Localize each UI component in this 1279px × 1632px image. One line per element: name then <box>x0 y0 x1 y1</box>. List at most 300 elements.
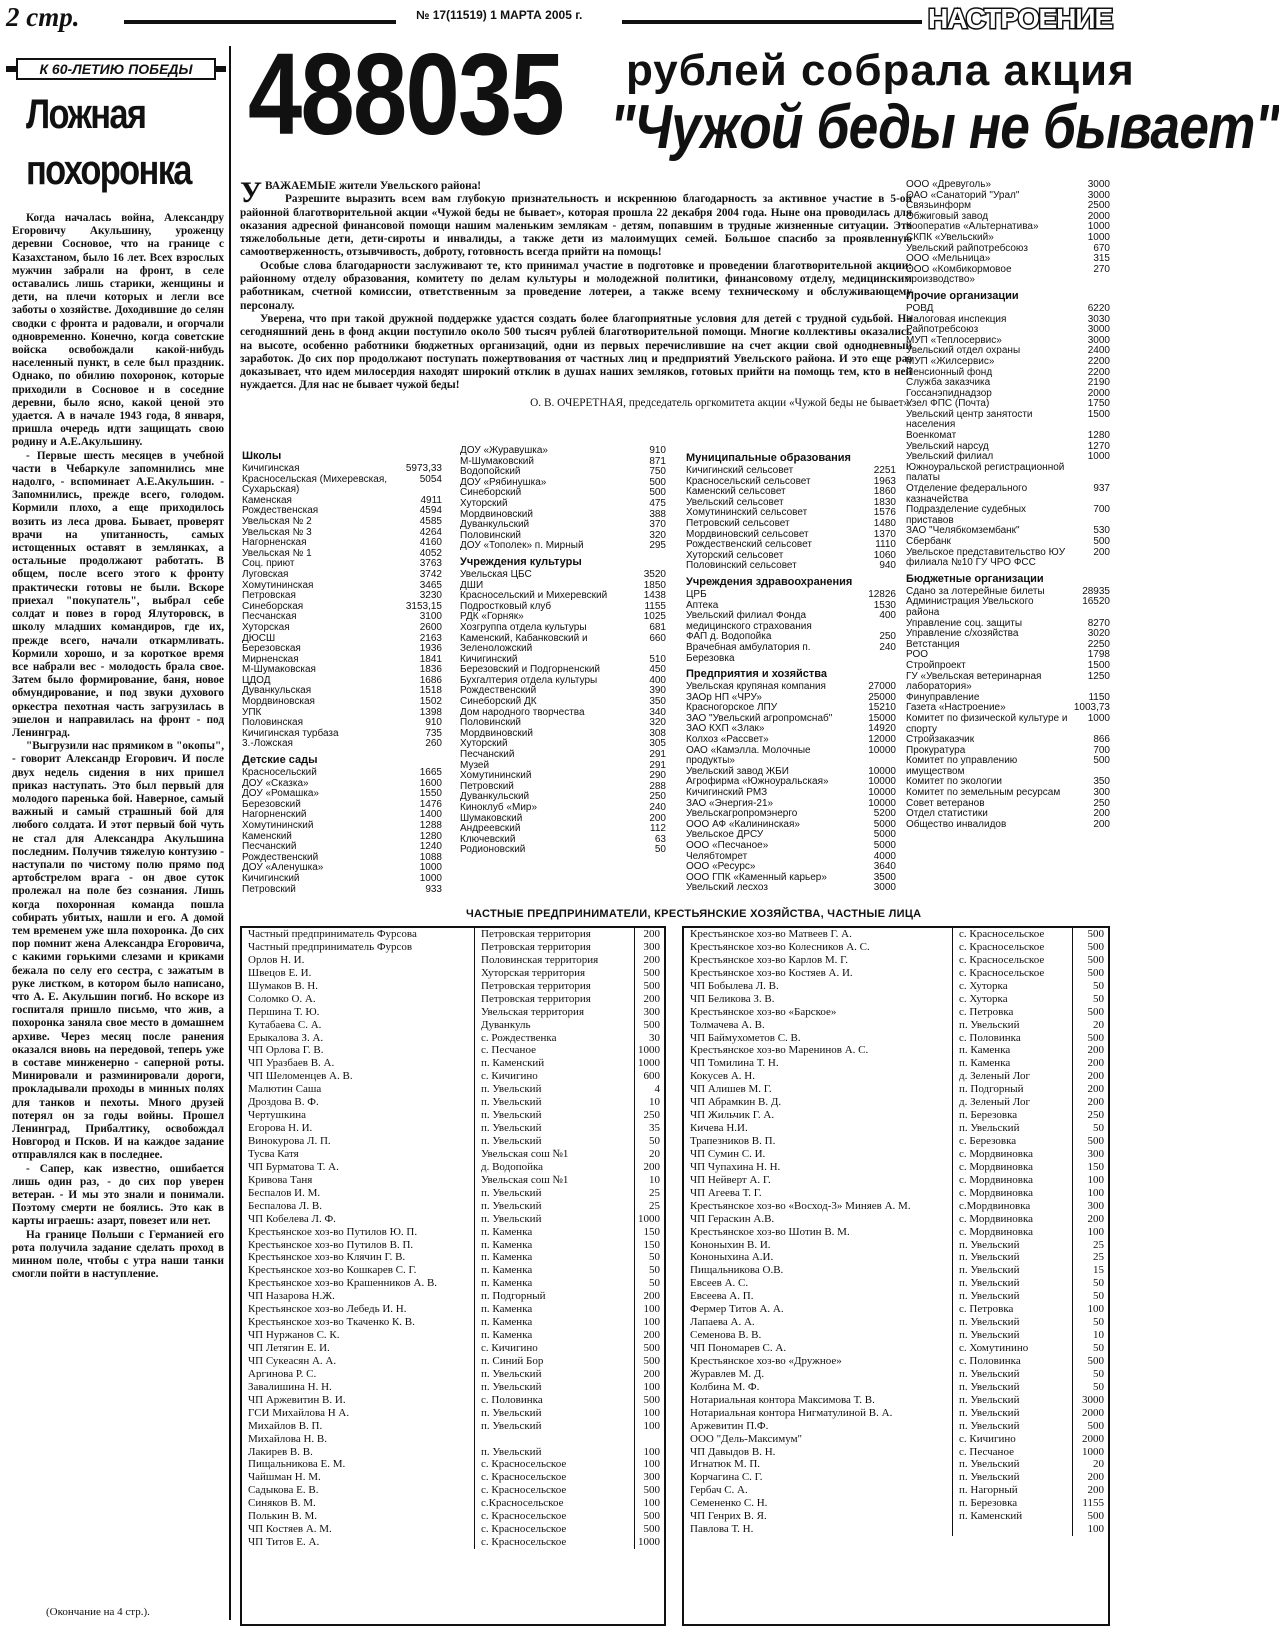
donor-locality: с. Кичигино <box>952 1433 1072 1446</box>
donor-locality: с. Половинка <box>952 1032 1072 1045</box>
donation-amount: 50 <box>1072 1290 1108 1303</box>
donation-amount: 500 <box>1072 1355 1108 1368</box>
donor-locality: с. Песчаное <box>474 1044 634 1057</box>
article-title: Ложная похоронка <box>26 90 191 193</box>
donor-name: Аптека <box>686 599 719 611</box>
donor-name: ДОУ «Тополек» п. Мирный <box>460 540 584 552</box>
private-donors-table-left <box>240 926 666 1626</box>
newspaper-name: НАСТРОЕНИЕ <box>928 3 1113 34</box>
table-row <box>242 993 664 1006</box>
table-row <box>684 1381 1108 1394</box>
donor-name: Увельский филиал Южноуральской регистрационной палаты <box>906 451 1065 484</box>
table-row <box>242 1316 664 1329</box>
donor-name: Семенова В. В. <box>690 1329 762 1342</box>
donor-name: Нагорненский <box>242 809 307 821</box>
donor-name: Красносельский сельсовет <box>686 475 811 487</box>
donor-name: Журавлев М. Д. <box>690 1367 765 1380</box>
donation-amount: 500 <box>1093 755 1110 767</box>
donor-name: ЧП Томилина Т. Н. <box>690 1057 779 1070</box>
donation-amount: 20 <box>1072 1019 1108 1032</box>
donor-name: Песчанская <box>242 611 297 623</box>
donor-locality: с. Красносельское <box>474 1484 634 1497</box>
table-row <box>684 1264 1108 1277</box>
donor-name: Дуванкульский <box>460 519 530 531</box>
article-rubric: К 60-ЛЕТИЮ ПОБЕДЫ <box>16 58 216 80</box>
donor-name: Мордвиновский сельсовет <box>686 528 809 540</box>
donor-name: ООО «Ресурс» <box>686 861 756 873</box>
donor-locality: п. Увельский <box>474 1122 634 1135</box>
donation-amount: 500 <box>634 1523 664 1536</box>
donation-amount: 3763 <box>419 558 442 570</box>
donation-amount: 1280 <box>1087 430 1110 442</box>
donation-amount: 2250 <box>1087 638 1110 650</box>
donation-amount: 2500 <box>1087 200 1110 212</box>
table-row <box>242 1006 664 1019</box>
donor-name: Увельская крупяная компания <box>686 681 826 693</box>
donation-amount: 1686 <box>419 674 442 686</box>
donor-locality: Петровская территория <box>474 941 634 954</box>
donor-locality: п. Увельский <box>474 1213 634 1226</box>
donor-name: Пенсионный фонд <box>906 366 993 378</box>
donation-amount: 50 <box>634 1277 664 1290</box>
table-row <box>242 1044 664 1057</box>
donation-amount: 25 <box>1072 1239 1108 1252</box>
donor-name: Комитет по экологии <box>906 776 1002 788</box>
donor-name: Подростковый клуб <box>460 600 552 612</box>
donation-amount: 700 <box>1093 744 1110 756</box>
donor-locality: п. Каменка <box>474 1239 634 1252</box>
donation-amount: 100 <box>634 1497 664 1510</box>
donor-name: ЧП Аржевитин В. И. <box>248 1393 346 1406</box>
table-row <box>684 980 1108 993</box>
donor-locality: п. Каменка <box>952 1057 1072 1070</box>
donation-amount: 500 <box>634 1355 664 1368</box>
column-divider <box>229 46 231 1620</box>
donation-amount: 500 <box>1072 1006 1108 1019</box>
donation-amount: 1841 <box>419 653 442 665</box>
donation-amount: 50 <box>1072 1342 1108 1355</box>
donation-amount: 1438 <box>643 590 666 602</box>
donation-amount: 670 <box>1093 242 1110 254</box>
donation-amount: 1480 <box>873 517 896 529</box>
donor-locality: п. Увельский <box>952 1368 1072 1381</box>
donation-amount: 1270 <box>1087 440 1110 452</box>
donation-amount: 27000 <box>868 681 896 693</box>
donation-amount: 250 <box>1093 797 1110 809</box>
donor-name: МУП «Теплосервис» <box>906 334 1002 346</box>
donation-row <box>242 739 442 750</box>
table-row <box>242 1484 664 1497</box>
donation-amount: 10 <box>1072 1329 1108 1342</box>
donation-row <box>906 357 1110 368</box>
donor-name: Рождественский сельсовет <box>686 539 812 551</box>
table-row <box>684 928 1108 941</box>
donor-name: Полькин В. М. <box>248 1510 318 1523</box>
donation-row <box>906 410 1110 431</box>
table-row <box>242 1523 664 1536</box>
donation-amount: 5973,33 <box>405 463 442 474</box>
donation-amount: 475 <box>649 497 666 509</box>
donor-locality: Увельская сош №1 <box>474 1174 634 1187</box>
donor-locality: с. Рождественка <box>474 1032 634 1045</box>
donation-row <box>906 672 1110 693</box>
donation-amount: 1750 <box>1087 398 1110 410</box>
table-row <box>242 1161 664 1174</box>
donation-amount: 2163 <box>419 632 442 644</box>
donor-name: Врачебная амбулатория п. Березовка <box>686 641 811 664</box>
donor-locality: п. Увельский <box>474 1381 634 1394</box>
donor-locality: с. Половинка <box>952 1355 1072 1368</box>
donation-amount: 2200 <box>1087 355 1110 367</box>
donor-name: Налоговая инспекция <box>906 313 1007 325</box>
donor-name: Орлов Н. И. <box>248 953 305 966</box>
donor-name: Пищальникова Е. М. <box>248 1458 346 1471</box>
header-rule <box>622 20 922 24</box>
donor-locality: п. Увельский <box>474 1420 634 1433</box>
donation-row <box>686 841 896 852</box>
donation-amount: 1936 <box>419 643 442 655</box>
donor-locality: п. Увельский <box>952 1316 1072 1329</box>
donor-name: Комитет по управлению имуществом <box>906 755 1018 777</box>
donation-category: Учреждения здравоохранения <box>686 575 853 588</box>
donor-name: ЧП Гераскин А.В. <box>690 1212 775 1225</box>
donor-name: ООО ГПК «Каменный карьер» <box>686 871 827 883</box>
donation-row <box>242 475 442 496</box>
donation-row <box>460 634 666 655</box>
donation-amount: 4911 <box>420 494 442 506</box>
donor-name: Крестьянское хоз-во Карлов М. Г. <box>690 953 849 966</box>
donor-locality: Петровская территория <box>474 980 634 993</box>
donation-row <box>242 665 442 676</box>
donation-row <box>686 611 896 632</box>
table-row <box>684 1200 1108 1213</box>
donor-name: ООО «Комбикормовое производство» <box>906 263 1012 286</box>
donor-locality: п. Увельский <box>952 1329 1072 1342</box>
donation-row <box>460 446 666 457</box>
donor-name: ЧП Сукеасян А. А. <box>248 1354 337 1367</box>
donor-name: Кичигинский <box>242 872 300 884</box>
donor-locality: с. Петровка <box>952 1303 1072 1316</box>
donation-amount: 200 <box>634 1368 664 1381</box>
table-row <box>684 1083 1108 1096</box>
donor-name: ЧП Шеломенцев А. В. <box>248 1070 353 1083</box>
donation-amount: 1500 <box>1087 408 1110 420</box>
table-row <box>684 954 1108 967</box>
table-row <box>684 1187 1108 1200</box>
donor-name: Нотариальная контора Максимова Т. В. <box>690 1393 875 1406</box>
donation-row <box>906 304 1110 315</box>
donation-amount: 681 <box>649 621 666 633</box>
donation-amount: 871 <box>649 455 666 467</box>
donation-amount: 2251 <box>873 465 896 476</box>
donor-locality: д. Зеленый Лог <box>952 1070 1072 1083</box>
donor-name: ЧП Нуржанов С. К. <box>248 1329 340 1342</box>
donation-amount: 1280 <box>419 830 442 842</box>
donation-amount: 500 <box>1072 967 1108 980</box>
donor-name: ЧП Уразбаев В. А. <box>248 1057 335 1070</box>
donation-amount: 1000 <box>1087 712 1110 724</box>
donor-locality: п. Увельский <box>952 1290 1072 1303</box>
donor-name: ГУ «Увельская ветеринарная лаборатория» <box>906 670 1042 693</box>
donor-name: Отдел статистики <box>906 808 988 820</box>
donor-locality: п. Березовка <box>952 1109 1072 1122</box>
donor-locality: п. Каменка <box>474 1226 634 1239</box>
donor-name: ОАО «Санаторий "Урал" <box>906 189 1020 201</box>
table-row <box>684 1394 1108 1407</box>
donation-amount: 5200 <box>873 808 896 820</box>
donor-name: Мордвиновский <box>460 727 533 739</box>
table-row <box>242 980 664 993</box>
appeal-paragraph: Особые слова благодарности заслуживают те, кто принимал участие в подготовке и проведении благотворительной акции: районному отделу образования, комитету по делам культуры и молодежной политики, финансовому отделу, медицинским работникам, счетной комиссии, ответственным за проведение лотереи, а также всему техническому и обслуживающему персоналу. <box>240 259 912 312</box>
appeal-greeting-text: ВАЖАЕМЫЕ жители Увельского района! <box>265 180 482 192</box>
private-donors-title: ЧАСТНЫЕ ПРЕДПРИНИМАТЕЛИ, КРЕСТЬЯНСКИЕ ХОЗЯЙСТВА, ЧАСТНЫЕ ЛИЦА <box>466 908 922 920</box>
donor-locality: с. Кичигино <box>474 1342 634 1355</box>
donor-name: Кононыхина А.И. <box>690 1251 774 1264</box>
donor-name: ЧП Костяев А. М. <box>248 1523 332 1536</box>
donation-amount: 320 <box>649 717 666 729</box>
donation-amount: 16520 <box>1082 596 1110 608</box>
donor-name: Мордвиновский <box>460 508 533 520</box>
donation-row <box>906 597 1110 618</box>
donation-amount: 63 <box>654 833 666 845</box>
donation-amount: 500 <box>1072 1510 1108 1523</box>
table-row <box>242 1019 664 1032</box>
donor-locality: с.Красносельское <box>474 1497 634 1510</box>
donor-name: РОО <box>906 649 929 661</box>
donor-locality: п. Увельский <box>952 1264 1072 1277</box>
table-row <box>242 1032 664 1045</box>
donation-row <box>242 885 442 896</box>
table-row <box>242 1329 664 1342</box>
table-row <box>242 1213 664 1226</box>
donor-name: Шумаков В. Н. <box>248 979 318 992</box>
donor-name: Корчагина С. Г. <box>690 1471 763 1484</box>
donor-name: ЗАО "Увельский агропромснаб" <box>686 712 833 724</box>
donation-amount: 50 <box>654 844 666 856</box>
donation-amount: 1798 <box>1087 649 1110 661</box>
donor-locality: п. Увельский <box>474 1135 634 1148</box>
table-row <box>684 1407 1108 1420</box>
donation-amount: 2400 <box>1087 345 1110 357</box>
donor-name: Сбербанк <box>906 536 951 547</box>
donor-name: Крестьянское хоз-во Лебедь И. Н. <box>248 1303 407 1316</box>
donor-name: Рождественский <box>460 685 537 697</box>
donation-amount: 200 <box>634 1329 664 1342</box>
donor-locality: Петровская территория <box>474 928 634 941</box>
donor-name: ДЮСШ <box>242 632 276 644</box>
private-donors-table-right <box>682 926 1110 1626</box>
donor-name: Соц. приют <box>242 558 295 570</box>
donation-amount: 200 <box>634 1290 664 1303</box>
table-row <box>684 1355 1108 1368</box>
donation-amount: 3742 <box>419 568 442 580</box>
donation-amount: 100 <box>1072 1187 1108 1200</box>
donation-row <box>686 466 896 477</box>
donation-amount: 100 <box>1072 1523 1108 1536</box>
table-row <box>242 1458 664 1471</box>
donor-name: ЗАОр НП «ЧРУ» <box>686 691 762 703</box>
table-row <box>684 1433 1108 1446</box>
donation-amount: 300 <box>634 1006 664 1019</box>
page-number: 2 стр. <box>6 2 80 32</box>
donor-locality: Увельская территория <box>474 1006 634 1019</box>
donation-amount: 2600 <box>419 621 442 633</box>
donation-amount: 866 <box>1093 734 1110 746</box>
donation-column-d <box>906 180 1110 830</box>
donor-name: Рождественская <box>242 505 319 517</box>
donor-name: Госсанэпиднадзор <box>906 387 992 399</box>
table-row <box>242 1381 664 1394</box>
table-row <box>242 1510 664 1523</box>
table-row <box>242 1239 664 1252</box>
table-row <box>684 1070 1108 1083</box>
donor-name: Березовский и Подгорненский <box>460 664 601 676</box>
donation-column-a <box>242 446 442 895</box>
donation-amount: 50 <box>1072 1277 1108 1290</box>
donation-amount: 937 <box>1093 483 1110 495</box>
donation-amount: 308 <box>649 727 666 739</box>
donor-name: ООО «Песчаное» <box>686 840 769 851</box>
donation-amount: 500 <box>649 476 666 488</box>
donor-locality: п. Увельский <box>952 1458 1072 1471</box>
table-row <box>684 1251 1108 1264</box>
donation-row <box>906 661 1110 672</box>
donation-amount: 933 <box>425 883 442 895</box>
donor-name: Челябтомрет <box>686 850 748 862</box>
donation-amount: 10000 <box>868 744 896 756</box>
donor-name: Крестьянское хоз-во Крашенников А. В. <box>248 1277 438 1290</box>
donation-amount: 200 <box>634 1161 664 1174</box>
donation-amount: 1600 <box>419 777 442 789</box>
donation-amount: 910 <box>649 445 666 456</box>
donor-name: Швецов Е. И. <box>248 966 312 979</box>
donor-name: Красносельский <box>242 767 317 779</box>
table-row <box>242 1174 664 1187</box>
donor-name: Кичигинский РМЗ <box>686 787 768 799</box>
appeal-paragraph: Уверена, что при такой дружной поддержке удастся создать более благоприятные условия для детей с трудной судьбой. На сегодняшний день в фонд акции поступило около 500 тысяч рублей благотворительной помощи. Многие коллективы оказались на высоте, особенно работники бюджетных организаций, одни из первых перечислившие на счет акции свой однодневный заработок. До сих пор продолжают поступать пожертвования от частных лиц и предприятий Увельского района. И это еще раз доказывает, что идем милосердия находят широкий отклик в душах наших земляков, готовых прийти на помощь тем, кто в ней нуждается. Для нас не бывает чужой беды! <box>240 312 912 392</box>
table-row <box>242 1290 664 1303</box>
table-row <box>684 1109 1108 1122</box>
donation-amount: 1963 <box>873 475 896 487</box>
donation-amount: 300 <box>634 1471 664 1484</box>
donation-amount: 200 <box>634 993 664 1006</box>
donation-amount: 340 <box>649 706 666 718</box>
table-row <box>242 1251 664 1264</box>
donor-locality: п. Каменка <box>474 1303 634 1316</box>
donor-name: Трапезников В. П. <box>690 1135 776 1147</box>
donation-amount: 5054 <box>419 473 442 485</box>
donor-locality: с. Петровка <box>952 1006 1072 1019</box>
donation-row <box>686 590 896 601</box>
donation-amount: 1088 <box>419 851 442 863</box>
donor-name: Каменская <box>242 494 292 506</box>
donation-amount: 15 <box>1072 1264 1108 1277</box>
donation-row <box>906 484 1110 505</box>
table-row <box>242 1135 664 1148</box>
donor-name: Толмачева А. В. <box>690 1018 765 1031</box>
table-row <box>684 1174 1108 1187</box>
donor-name: Газета «Настроение» <box>906 702 1006 714</box>
donation-amount: 240 <box>879 641 896 653</box>
donor-name: Михайлов В. П. <box>248 1419 323 1432</box>
donation-amount: 1000 <box>419 862 442 874</box>
donor-name: Сдано за лотерейные билеты <box>906 585 1045 597</box>
donation-amount: 4585 <box>419 515 442 527</box>
donor-name: Винокурова Л. П. <box>248 1135 331 1147</box>
donation-amount: 1550 <box>419 788 442 800</box>
donor-name: Синеборская <box>242 600 304 612</box>
donor-locality: с. Мордвиновка <box>952 1187 1072 1200</box>
donor-name: Синеборский <box>460 487 522 499</box>
donation-amount: 295 <box>649 540 666 552</box>
table-row <box>242 1368 664 1381</box>
donor-name: Увельское представительство ЮУ филиала №10 ГУ ЧРО ФСС <box>906 546 1066 569</box>
donor-name: Увельский отдел охраны <box>906 345 1021 357</box>
table-row <box>242 954 664 967</box>
donor-name: Завалишина Н. Н. <box>248 1380 332 1393</box>
donor-locality: п. Увельский <box>474 1096 634 1109</box>
table-row <box>242 1200 664 1213</box>
table-row <box>684 1510 1108 1523</box>
donor-name: Совет ветеранов <box>906 797 985 809</box>
donor-name: ЗАО "Челябкомзембанк" <box>906 525 1020 537</box>
table-row <box>684 1226 1108 1239</box>
donation-amount: 250 <box>1072 1109 1108 1122</box>
donation-amount: 315 <box>1093 253 1110 265</box>
donation-amount: 100 <box>1072 1303 1108 1316</box>
donation-amount: 100 <box>1072 1226 1108 1239</box>
donation-amount: 1500 <box>1087 659 1110 671</box>
table-row <box>684 1135 1108 1148</box>
donation-amount: 1502 <box>419 696 442 708</box>
donation-amount: 25000 <box>868 691 896 703</box>
donation-amount: 50 <box>634 1264 664 1277</box>
donor-locality: п. Увельский <box>952 1239 1072 1252</box>
donation-amount: 100 <box>634 1316 664 1329</box>
donation-amount: 500 <box>634 1394 664 1407</box>
donation-amount: 10000 <box>868 765 896 777</box>
table-row <box>242 1420 664 1433</box>
donor-locality: п. Увельский <box>474 1109 634 1122</box>
table-row <box>242 967 664 980</box>
donor-name: ЧП Бурматова Т. А. <box>248 1160 339 1173</box>
donation-row <box>242 464 442 475</box>
table-row <box>684 1484 1108 1497</box>
donation-amount: 30 <box>634 1032 664 1045</box>
table-row <box>684 1057 1108 1070</box>
table-row <box>242 1057 664 1070</box>
donor-name: Гербач С. А. <box>690 1484 748 1497</box>
donation-amount: 3230 <box>419 590 442 602</box>
donor-name: Хомутининский <box>242 820 314 831</box>
appeal-letter <box>240 176 912 410</box>
donation-amount: 200 <box>1072 1471 1108 1484</box>
table-row <box>684 1458 1108 1471</box>
donor-name: Першина Т. Ю. <box>248 1005 320 1018</box>
donation-amount: 100 <box>634 1303 664 1316</box>
donation-amount: 1398 <box>419 706 442 718</box>
donation-row <box>686 643 896 664</box>
donation-row <box>906 640 1110 651</box>
donor-name: Комитет по земельным ресурсам <box>906 787 1061 799</box>
donation-amount: 500 <box>634 1510 664 1523</box>
donor-name: ООО АФ «Калининская» <box>686 818 800 830</box>
donor-name: Родионовский <box>460 844 526 856</box>
donor-name: Аргинова Р. С. <box>248 1367 317 1380</box>
donation-amount: 500 <box>634 967 664 980</box>
donor-locality <box>474 1433 634 1446</box>
donor-name: Половинский сельсовет <box>686 560 797 572</box>
